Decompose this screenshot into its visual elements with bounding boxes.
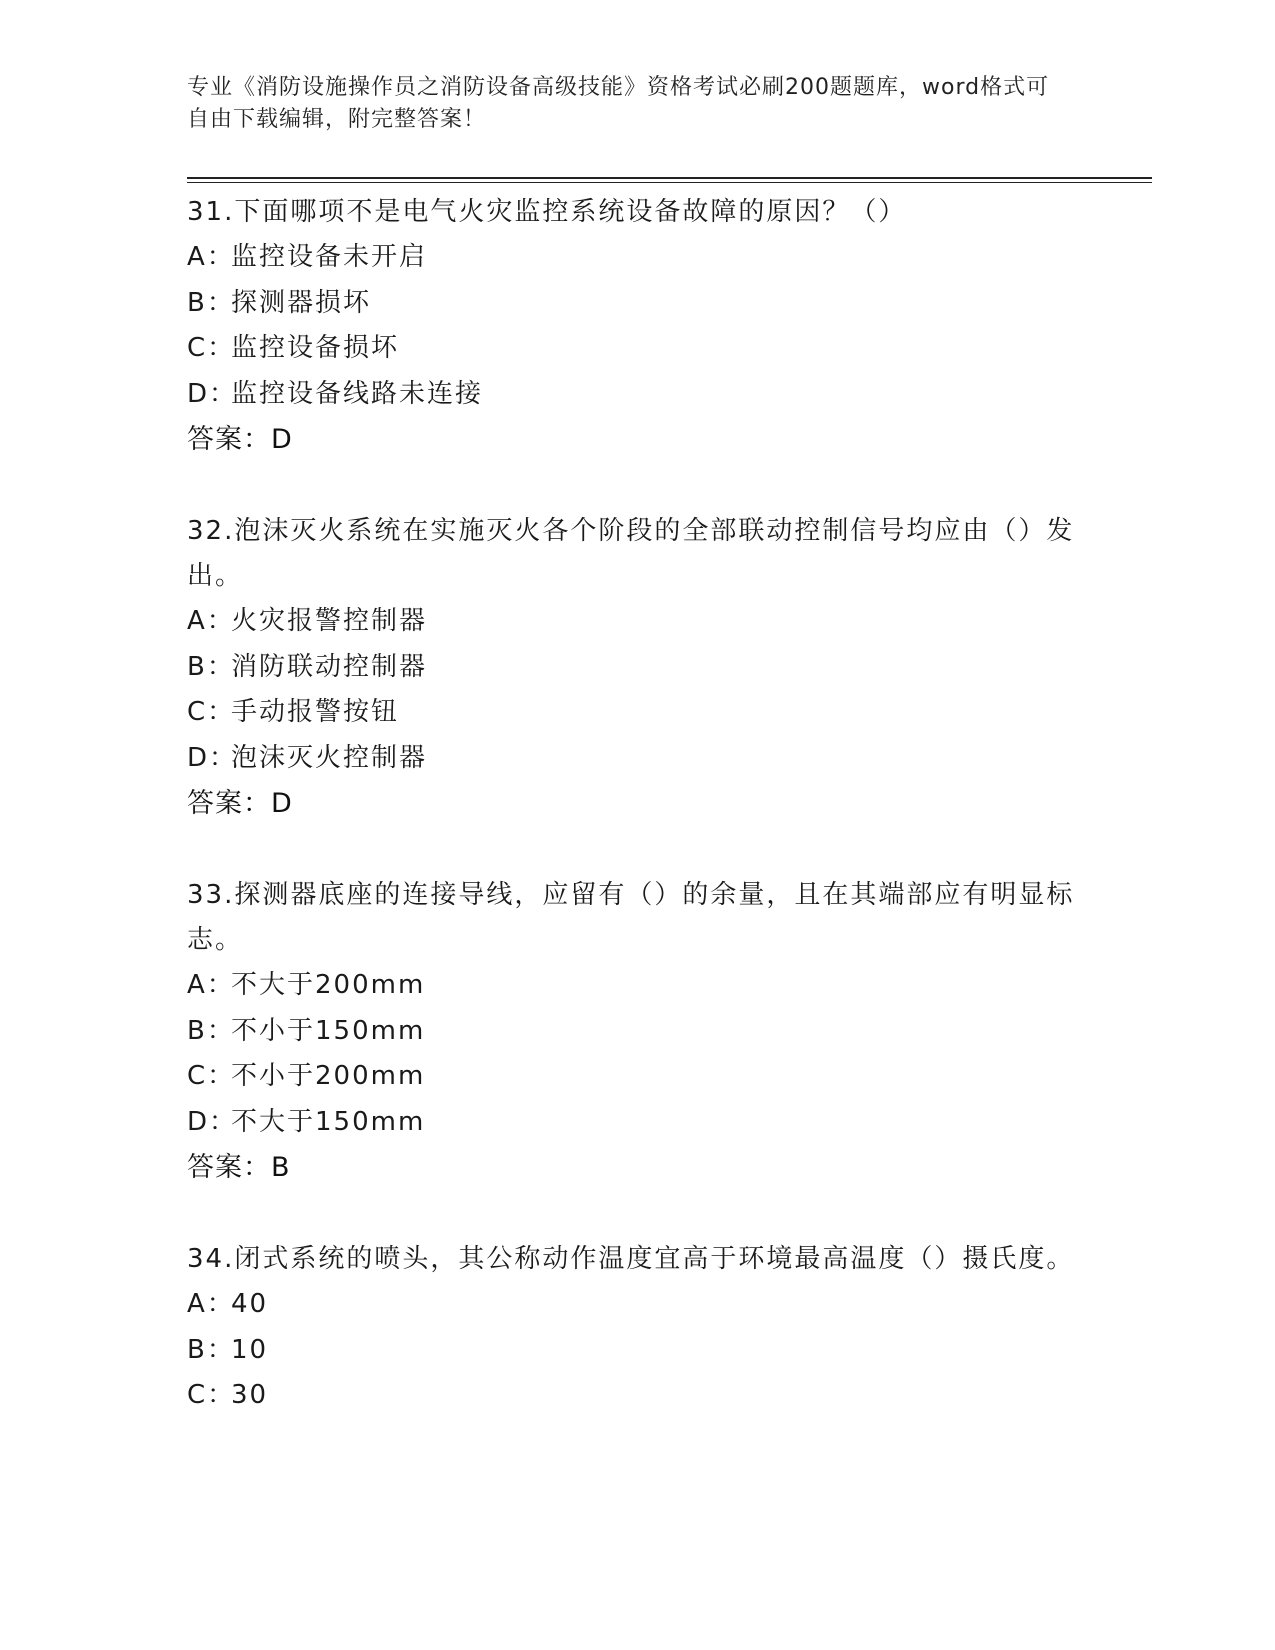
option-b xyxy=(187,645,1087,691)
option-key: C： xyxy=(187,1061,236,1091)
option-text: 不大于200mm xyxy=(231,970,426,1000)
option-key: C： xyxy=(187,1380,236,1410)
answer-line: 答案：D xyxy=(187,788,293,819)
option-d xyxy=(187,736,1087,782)
header-divider-thick xyxy=(187,177,1152,179)
option-c xyxy=(187,326,1087,372)
option-a xyxy=(187,599,1087,645)
option-key: B： xyxy=(187,651,235,682)
option-text: 监控设备损坏 xyxy=(231,333,400,363)
option-key: B： xyxy=(187,287,235,318)
question-stem: 34.闭式系统的喷头，其公称动作温度宜高于环境最高温度（）摄氏度。 xyxy=(187,1244,1075,1274)
option-a xyxy=(187,963,1087,1009)
option-key: B： xyxy=(187,1015,235,1046)
option-c xyxy=(187,690,1087,736)
question-34 xyxy=(187,1237,1087,1419)
option-text: 消防联动控制器 xyxy=(231,651,428,682)
document-header: 专业《消防设施操作员之消防设备高级技能》资格考试必刷200题题库，word格式可自由下载编辑，附完整答案！ xyxy=(187,75,1050,132)
option-text: 10 xyxy=(231,1334,269,1365)
option-text: 火灾报警控制器 xyxy=(231,606,428,636)
option-text: 泡沫灭火控制器 xyxy=(231,742,428,773)
answer-line: 答案：D xyxy=(187,424,293,455)
option-text: 监控设备线路未连接 xyxy=(231,378,484,409)
option-d xyxy=(187,372,1087,418)
header-divider-thin xyxy=(187,182,1152,183)
option-key: D： xyxy=(187,1106,238,1137)
option-key: A： xyxy=(187,970,235,1000)
question-31 xyxy=(187,190,1087,463)
option-b xyxy=(187,1328,1087,1374)
option-text: 手动报警按钮 xyxy=(231,697,400,727)
option-text: 不大于150mm xyxy=(231,1106,426,1137)
option-key: C： xyxy=(187,697,236,727)
option-text: 监控设备未开启 xyxy=(231,242,428,272)
question-stem: 31.下面哪项不是电气火灾监控系统设备故障的原因？（） xyxy=(187,197,907,227)
question-33 xyxy=(187,873,1087,1191)
option-key: A： xyxy=(187,606,235,636)
option-b xyxy=(187,1009,1087,1055)
option-key: A： xyxy=(187,1289,235,1319)
question-list xyxy=(187,190,1087,1465)
option-text: 40 xyxy=(231,1289,269,1319)
question-stem: 32.泡沫灭火系统在实施灭火各个阶段的全部联动控制信号均应由（）发出。 xyxy=(187,516,1075,591)
option-key: C： xyxy=(187,333,236,363)
option-d xyxy=(187,1100,1087,1146)
answer-line: 答案：B xyxy=(187,1152,291,1183)
option-key: B： xyxy=(187,1334,235,1365)
option-text: 30 xyxy=(231,1380,269,1410)
option-key: D： xyxy=(187,742,238,773)
option-text: 探测器损坏 xyxy=(231,287,372,318)
option-text: 不小于150mm xyxy=(231,1015,426,1046)
option-c xyxy=(187,1373,1087,1419)
option-a xyxy=(187,1282,1087,1328)
option-a xyxy=(187,235,1087,281)
option-c xyxy=(187,1054,1087,1100)
option-b xyxy=(187,281,1087,327)
option-key: D： xyxy=(187,378,238,409)
question-stem: 33.探测器底座的连接导线，应留有（）的余量，且在其端部应有明显标志。 xyxy=(187,880,1075,955)
option-key: A： xyxy=(187,242,235,272)
option-text: 不小于200mm xyxy=(231,1061,426,1091)
question-32 xyxy=(187,509,1087,827)
